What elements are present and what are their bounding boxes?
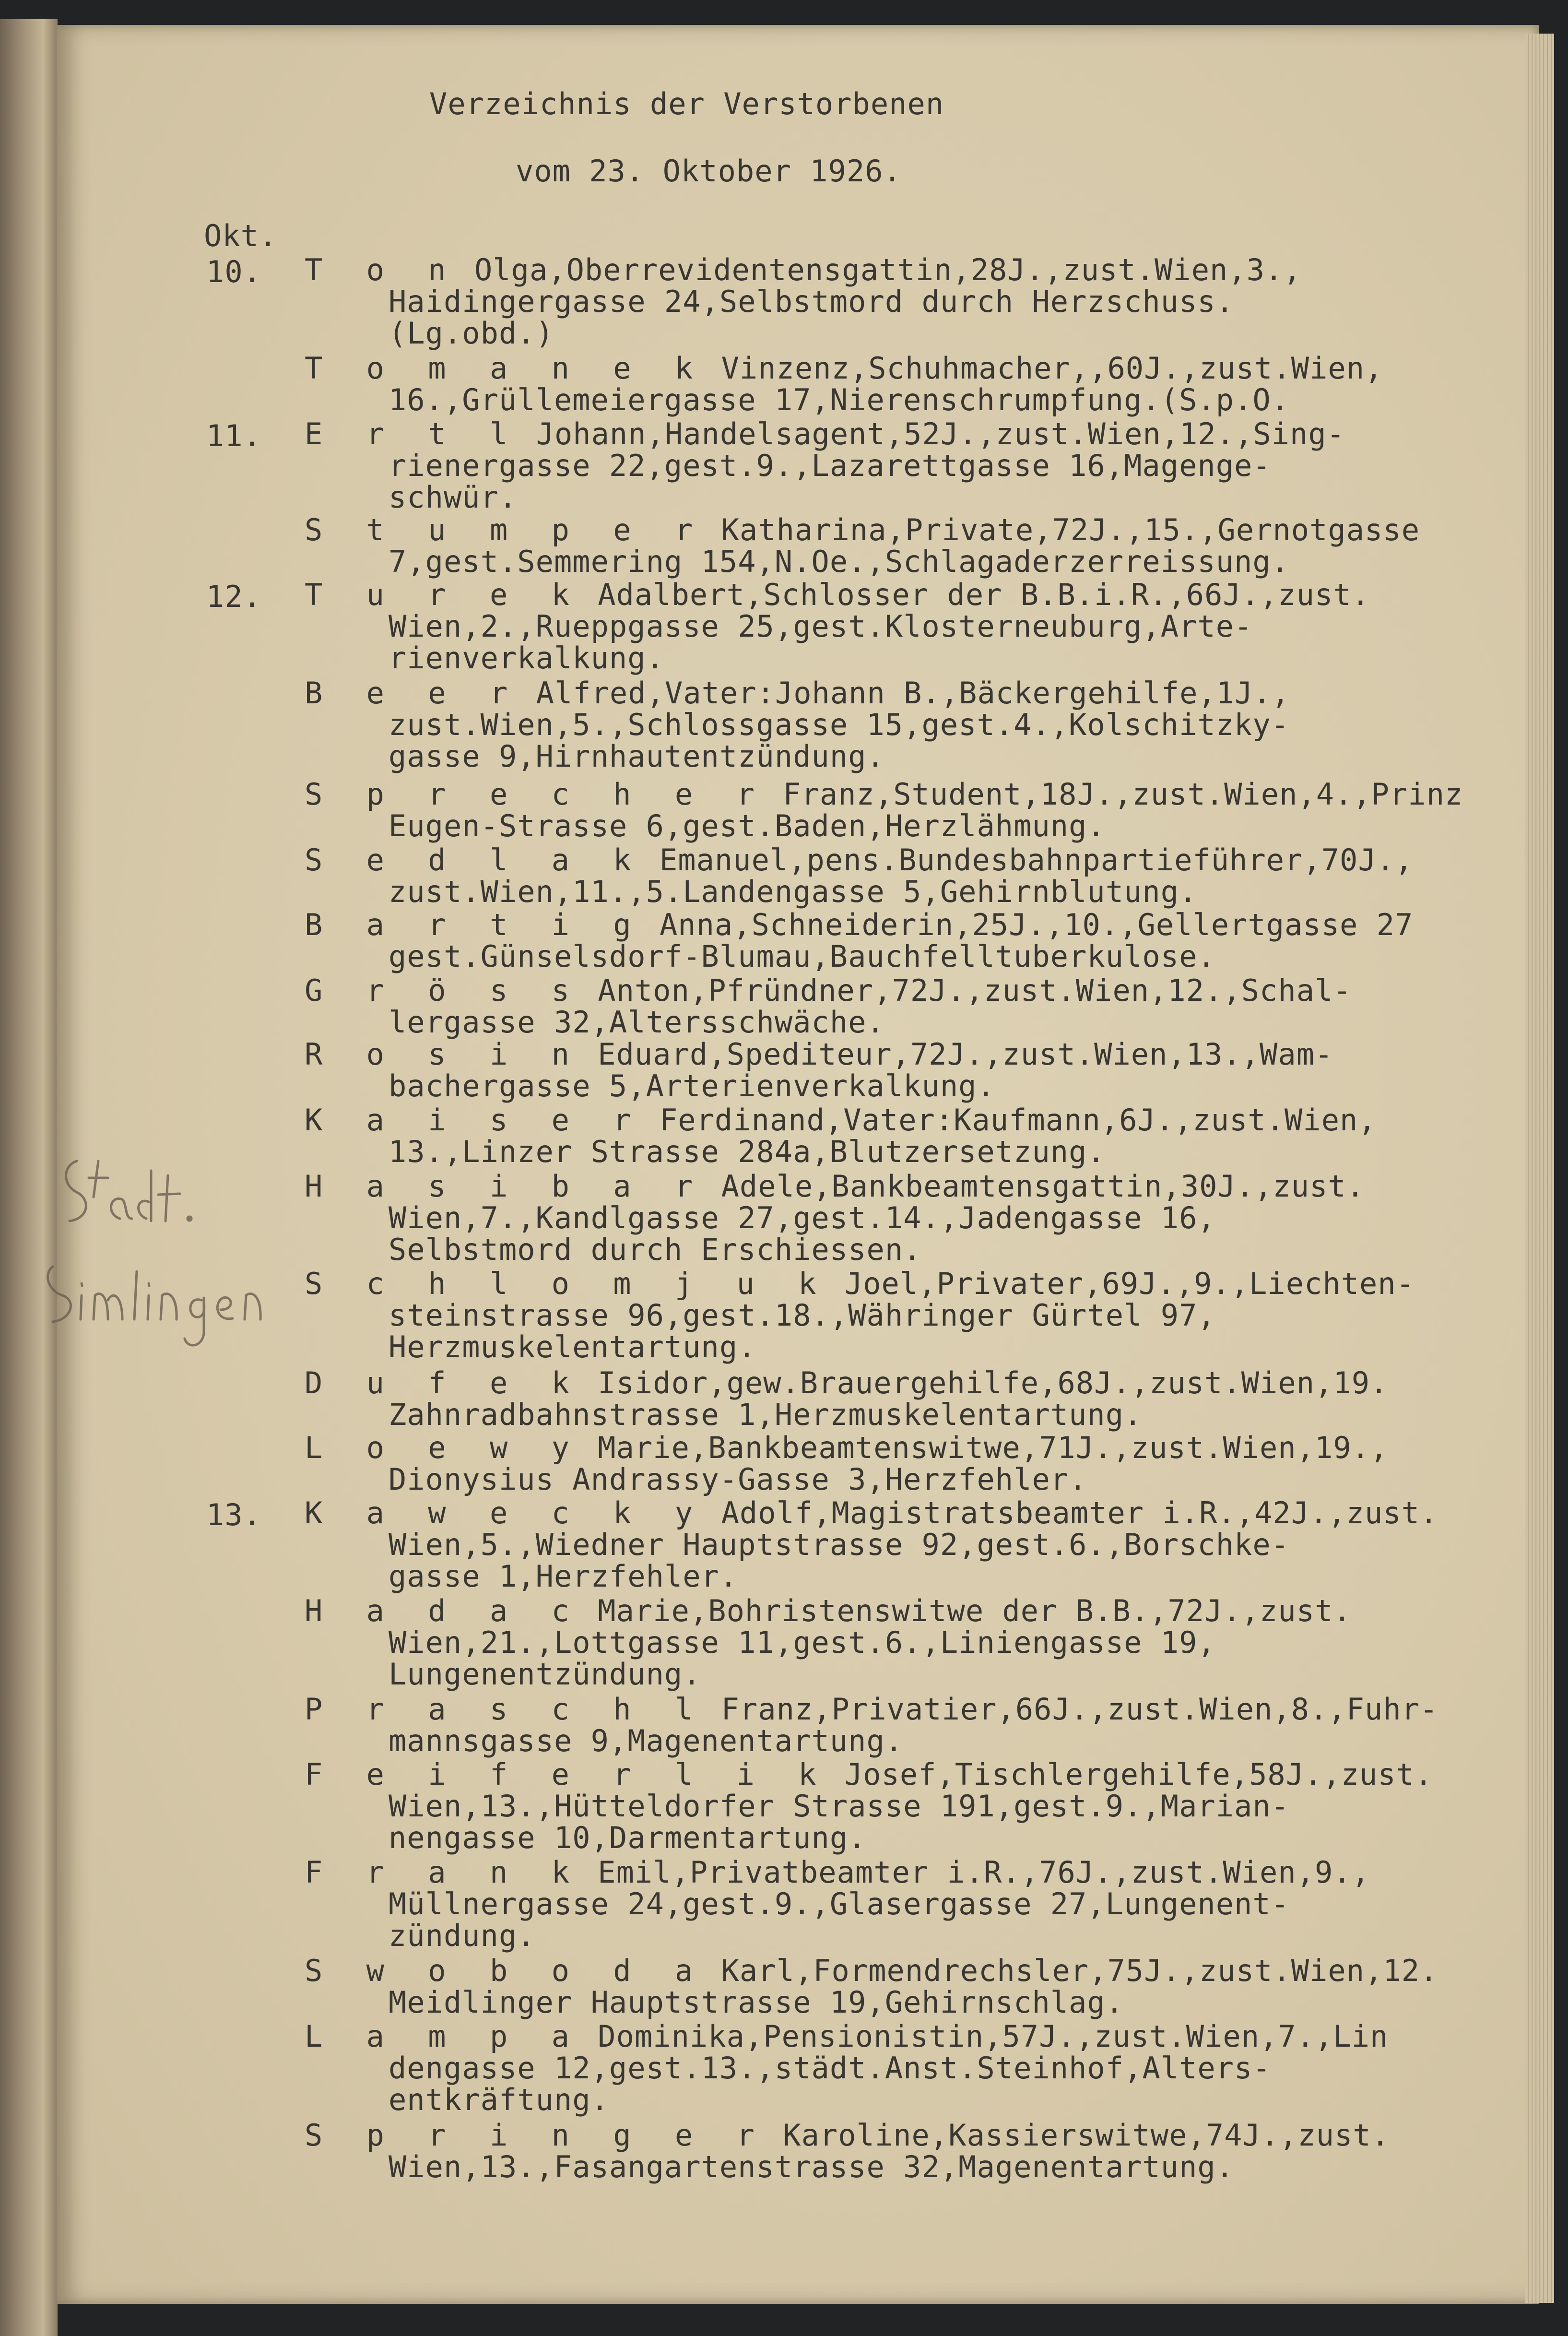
page-title: Verzeichnis der Verstorbenen — [429, 86, 944, 121]
day-label: 11. — [206, 418, 261, 453]
entry-text: Zahnradbahnstrasse 1,Herzmuskelentartung. — [389, 1397, 1143, 1432]
entry-text: Marie,Bankbeamtenswitwe,71J.,zust.Wien,19., — [598, 1430, 1389, 1465]
page-subtitle: vom 23. Oktober 1926. — [516, 154, 902, 189]
entry-text: Josef,Tischlergehilfe,58J.,zust. — [844, 1757, 1433, 1792]
entry-text: bachergasse 5,Arterienverkalkung. — [389, 1068, 995, 1103]
entry-surname: K a w e c k y — [305, 1495, 706, 1530]
entry-surname: S t u m p e r — [305, 512, 706, 547]
entry-text: Adalbert,Schlosser der B.B.i.R.,66J.,zust. — [598, 577, 1370, 612]
entry-surname: T u r e k — [305, 577, 582, 612]
entry-text: mannsgasse 9,Magenentartung. — [389, 1723, 904, 1758]
entry-text: Katharina,Private,72J.,15.,Gernotgasse — [721, 512, 1420, 547]
death-entry — [305, 1268, 1422, 1363]
death-entry — [305, 1595, 1422, 1690]
entry-surname: D u f e k — [305, 1365, 582, 1400]
death-entry — [305, 1757, 1433, 1855]
entry-text: (Lg.obd.) — [389, 316, 554, 351]
death-entry — [305, 2021, 1422, 2116]
entry-text: Johann,Handelsagent,52J.,zust.Wien,12.,Sing- — [536, 416, 1345, 451]
death-entry — [305, 677, 1422, 772]
entry-text: entkräftung. — [389, 2082, 609, 2117]
entry-text: Selbstmord durch Erschiessen. — [389, 1232, 922, 1267]
entry-surname: B a r t i g — [305, 907, 644, 942]
entry-text: zust.Wien,11.,5.Landengasse 5,Gehirnblutung. — [389, 874, 1198, 909]
entry-surname: B e e r — [305, 676, 521, 711]
entry-text: Eduard,Spediteur,72J.,zust.Wien,13.,Wam- — [598, 1037, 1333, 1072]
entry-surname: S p r i n g e r — [305, 2118, 767, 2153]
entry-text: nengasse 10,Darmentartung. — [389, 1820, 867, 1855]
entry-text: Karl,Formendrechsler,75J.,zust.Wien,12. — [721, 1953, 1438, 1988]
death-entry — [305, 909, 1422, 972]
death-entry — [305, 1692, 1438, 1758]
entry-surname: T o n — [305, 252, 459, 287]
entry-text: dengasse 12,gest.13.,städt.Anst.Steinhof,Alters- — [389, 2051, 1271, 2086]
entry-text: Herzmuskelentartung. — [389, 1329, 756, 1364]
entry-text: Joel,Privater,69J.,9.,Liechten- — [844, 1266, 1415, 1301]
entry-text: Wien,13.,Hütteldorfer Strasse 191,gest.9.,Marian- — [389, 1789, 1290, 1824]
entry-text: Eugen-Strasse 6,gest.Baden,Herzlähmung. — [389, 808, 1106, 843]
death-entry — [305, 2120, 1422, 2183]
entry-text: gest.Günselsdorf-Blumau,Bauchfelltuberkulose. — [389, 939, 1216, 974]
entry-surname: P r a s c h l — [305, 1692, 706, 1727]
death-entry — [305, 579, 1422, 674]
entry-text: lergasse 32,Altersschwäche. — [389, 1005, 885, 1040]
entry-text: Vinzenz,Schuhmacher,,60J.,zust.Wien, — [721, 351, 1383, 386]
entry-text: Wien,7.,Kandlgasse 27,gest.14.,Jadengasse 16, — [389, 1200, 1216, 1235]
entry-text: zust.Wien,5.,Schlossgasse 15,gest.4.,Kolschitzky- — [389, 707, 1290, 742]
entry-text: Adolf,Magistratsbeamter i.R.,42J.,zust. — [721, 1495, 1438, 1530]
day-label: 12. — [206, 579, 261, 614]
death-entry — [305, 1171, 1422, 1266]
entry-text: Emil,Privatbeamter i.R.,76J.,zust.Wien,9., — [598, 1855, 1370, 1890]
entry-text: schwür. — [389, 480, 518, 515]
entry-text: Olga,Oberrevidentensgattin,28J.,zust.Wien,3., — [474, 252, 1302, 287]
entry-text: rienergasse 22,gest.9.,Lazarettgasse 16,Magenge- — [389, 448, 1271, 483]
entry-surname: E r t l — [305, 416, 521, 451]
death-entry — [305, 975, 1422, 1038]
death-entry — [305, 1039, 1422, 1102]
death-entry — [305, 1104, 1422, 1168]
death-entry — [305, 254, 1422, 349]
entry-text: 7,gest.Semmering 154,N.Oe.,Schlagaderzerreissung. — [389, 544, 1290, 579]
entry-surname: S w o b o d a — [305, 1953, 706, 1988]
entry-surname: F e i f e r l i k — [305, 1757, 829, 1792]
entry-text: Wien,5.,Wiedner Hauptstrasse 92,gest.6.,Borschke- — [389, 1527, 1290, 1562]
death-entry — [305, 777, 1463, 843]
entry-surname: S p r e c h e r — [305, 777, 767, 812]
entry-text: rienverkalkung. — [389, 640, 664, 676]
death-entry — [305, 1367, 1422, 1431]
entry-text: 16.,Grüllemeiergasse 17,Nierenschrumpfung.(S.p.O. — [389, 382, 1290, 417]
entry-text: Wien,21.,Lottgasse 11,gest.6.,Liniengasse 19, — [389, 1625, 1216, 1660]
entry-text: gasse 9,Hirnhautentzündung. — [389, 739, 885, 774]
entry-text: Isidor,gew.Brauergehilfe,68J.,zust.Wien,19. — [598, 1365, 1389, 1400]
entry-surname: S c h l o m j u k — [305, 1266, 829, 1301]
entry-text: Müllnergasse 24,gest.9.,Glasergasse 27,Lungenent- — [389, 1886, 1290, 1921]
entry-text: Emanuel,pens.Bundesbahnpartieführer,70J., — [659, 842, 1414, 877]
entry-surname: T o m a n e k — [305, 351, 706, 386]
day-label: 13. — [206, 1497, 261, 1532]
entry-text: Anton,Pfründner,72J.,zust.Wien,12.,Schal- — [598, 973, 1352, 1008]
entry-text: Adele,Bankbeamtensgattin,30J.,zust. — [721, 1169, 1365, 1204]
entry-surname: L a m p a — [305, 2019, 582, 2054]
entry-text: Dominika,Pensionistin,57J.,zust.Wien,7.,Lin — [598, 2019, 1389, 2054]
entry-surname: K a i s e r — [305, 1103, 644, 1138]
death-entry — [305, 1953, 1438, 2020]
death-entry — [305, 1495, 1438, 1594]
entry-text: Haidingergasse 24,Selbstmord durch Herzschuss. — [389, 284, 1235, 319]
entry-text: Wien,2.,Rueppgasse 25,gest.Klosterneuburg,Arte- — [389, 609, 1253, 644]
entry-surname: R o s i n — [305, 1037, 582, 1072]
entry-text: steinstrasse 96,gest.18.,Währinger Gürtel 97, — [389, 1298, 1216, 1333]
entry-surname: S e d l a k — [305, 842, 644, 877]
entry-surname: G r ö s s — [305, 973, 582, 1008]
entry-text: Alfred,Vater:Johann B.,Bäckergehilfe,1J., — [536, 676, 1290, 711]
death-entry — [305, 514, 1422, 578]
entry-text: Karoline,Kassierswitwe,74J.,zust. — [783, 2118, 1390, 2153]
entry-text: 13.,Linzer Strasse 284a,Blutzersetzung. — [389, 1134, 1106, 1169]
month-label: Okt. — [204, 218, 278, 253]
entry-text: Anna,Schneiderin,25J.,10.,Gellertgasse 27 — [659, 907, 1414, 942]
entry-surname: H a d a c — [305, 1593, 582, 1628]
death-entry — [305, 353, 1422, 416]
entry-text: gasse 1,Herzfehler. — [389, 1559, 738, 1594]
death-entry — [305, 1857, 1422, 1952]
death-entry — [305, 1432, 1422, 1495]
entry-text: Dionysius Andrassy-Gasse 3,Herzfehler. — [389, 1462, 1087, 1497]
death-entry — [305, 418, 1422, 513]
entry-text: Wien,13.,Fasangartenstrasse 32,Magenentartung. — [389, 2149, 1235, 2184]
day-label: 10. — [206, 254, 261, 289]
entry-text: Marie,Bohristenswitwe der B.B.,72J.,zust. — [598, 1593, 1352, 1628]
entry-text: Franz,Student,18J.,zust.Wien,4.,Prinz — [783, 777, 1463, 812]
entry-surname: F r a n k — [305, 1855, 582, 1890]
entry-text: Lungenentzündung. — [389, 1657, 701, 1692]
entry-text: Franz,Privatier,66J.,zust.Wien,8.,Fuhr- — [721, 1692, 1438, 1727]
entry-text: Meidlinger Hauptstrasse 19,Gehirnschlag. — [389, 1985, 1124, 2020]
entry-text: zündung. — [389, 1918, 536, 1953]
entry-surname: L o e w y — [305, 1430, 582, 1465]
entry-surname: H a s i b a r — [305, 1169, 706, 1204]
death-entry — [305, 844, 1422, 908]
entry-text: Ferdinand,Vater:Kaufmann,6J.,zust.Wien, — [659, 1103, 1377, 1138]
